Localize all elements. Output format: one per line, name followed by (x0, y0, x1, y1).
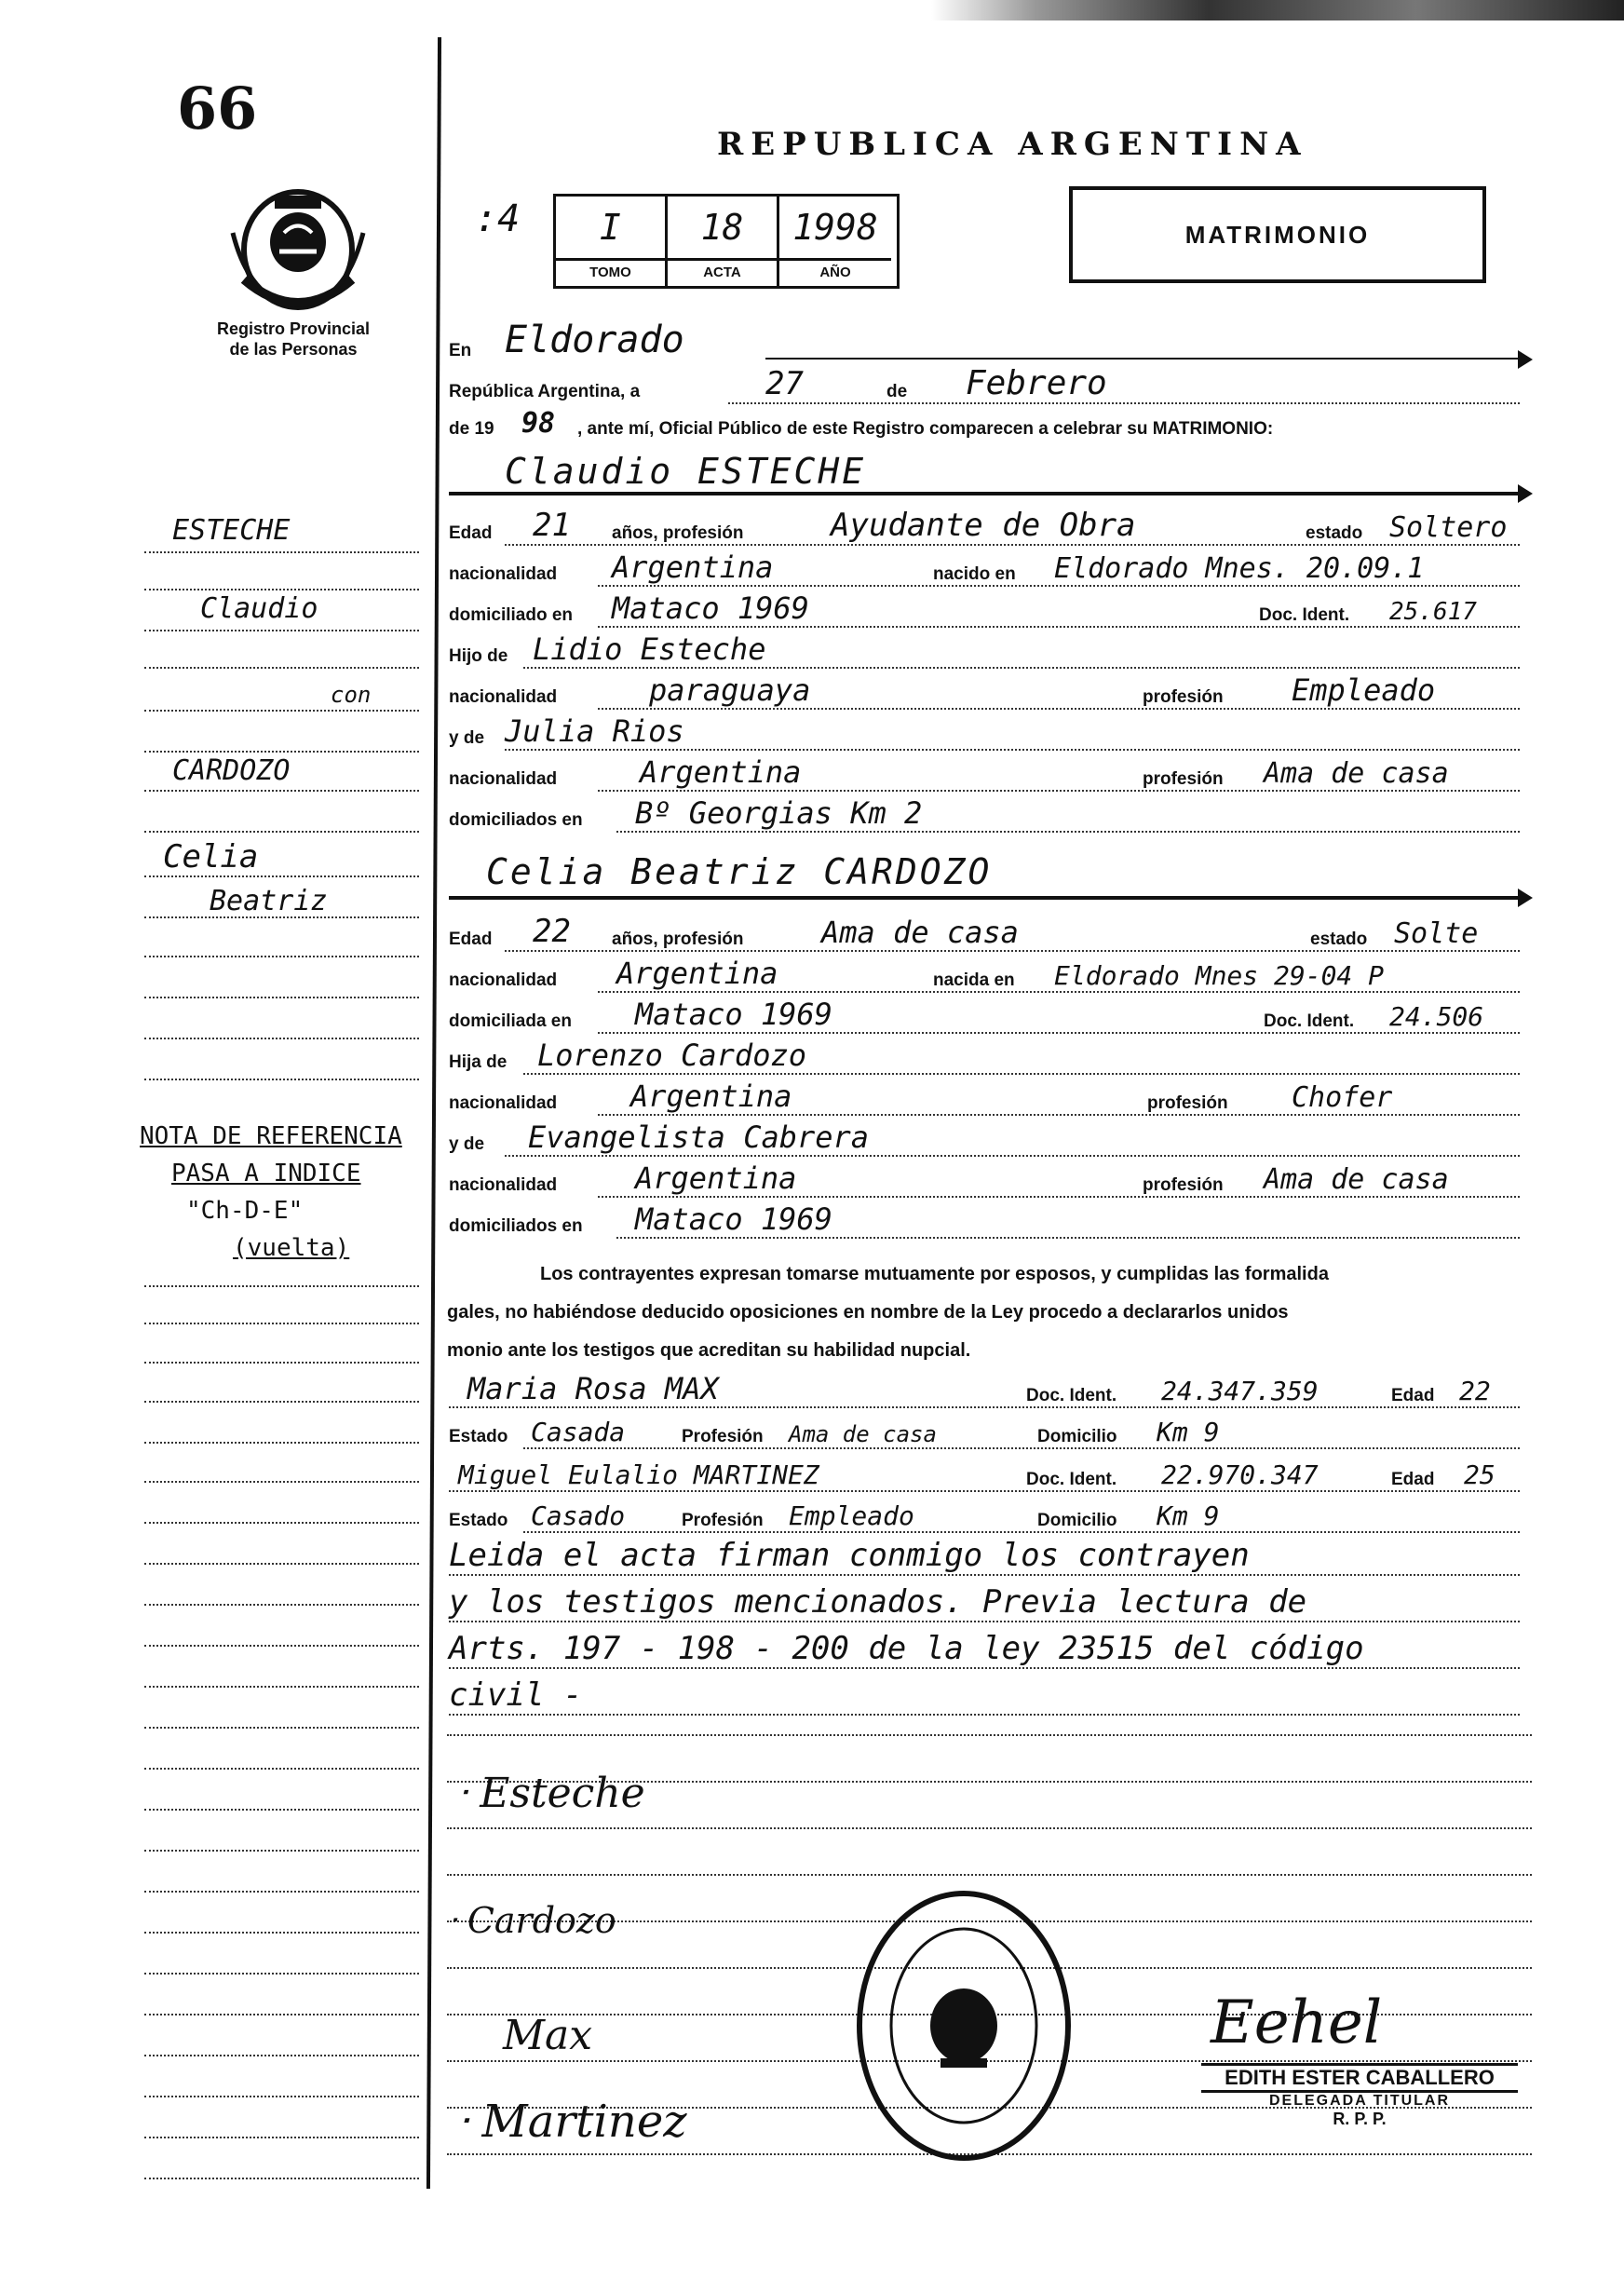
blank-line (447, 1734, 1532, 1736)
margin-line (144, 1079, 419, 1080)
groom-name-row (449, 451, 1529, 495)
corner-mark: :4 (475, 197, 521, 240)
tomo-value: I (600, 207, 621, 248)
margin-line (144, 667, 419, 669)
bride-father-row: Hija de Lorenzo Cardozo (449, 1036, 1529, 1077)
groom-age-row: Edad 21 años, profesión Ayudante de Obra estado Soltero (449, 507, 1529, 548)
margin-line (144, 1809, 419, 1811)
margin-line (144, 916, 419, 918)
margin-name-groom: Claudio (200, 592, 318, 625)
margin-line (144, 1891, 419, 1893)
country-title: REPUBLICA ARGENTINA (717, 126, 1308, 163)
margin-line (144, 997, 419, 998)
margin-reference-note: NOTA DE REFERENCIA PASA A INDICE "Ch-D-E" (vuelta) (140, 1122, 402, 1262)
bride-father-nat-row: nacionalidad Argentina profesión Chofer (449, 1077, 1529, 1118)
signer-block (1201, 2063, 1518, 2129)
margin-line (144, 790, 419, 792)
margin-line (144, 831, 419, 833)
margin-line (144, 1727, 419, 1729)
groom-nationality-row: nacionalidad Argentina nacido en Eldorado Mnes. 20.09.1 (449, 548, 1529, 589)
registry-label: Registro Provincial de las Personas (216, 319, 371, 359)
witness2-detail-row: Estado Casado Profesión Empleado Domicilio Km 9 (449, 1494, 1529, 1535)
signature-groom: ᐧ Esteche (456, 1770, 645, 1817)
margin-name2-bride: Beatriz (210, 885, 328, 917)
signature-witness1: Max (503, 2012, 593, 2059)
margin-line (144, 875, 419, 877)
margin-line (144, 1038, 419, 1039)
margin-line (144, 2137, 419, 2138)
groom-name: Claudio ESTECHE (505, 451, 867, 492)
act-type-box: MATRIMONIO (1069, 186, 1486, 283)
margin-line (144, 2096, 419, 2097)
tomo-label: TOMO (556, 258, 665, 283)
year-value: 98 (521, 407, 556, 440)
ano-label: AÑO (779, 258, 891, 283)
margin-line (144, 956, 419, 957)
registry-stamp-icon (852, 1886, 1076, 2165)
ano-value: 1998 (792, 207, 878, 248)
intro-date-row: República Argentina, a 27 de Febrero (449, 365, 1529, 406)
bride-nationality-row: nacionalidad Argentina nacida en Eldorado Mnes 29-04 P (449, 954, 1529, 995)
closing-line-3: Arts. 197 - 198 - 200 de la ley 23515 del código (449, 1630, 1529, 1671)
scan-artifact (931, 0, 1624, 20)
bride-name-row (449, 851, 1529, 896)
margin-line (144, 2055, 419, 2056)
intro-place-row: En Eldorado (449, 324, 1529, 365)
margin-line (144, 751, 419, 753)
margin-line (144, 1563, 419, 1565)
signature-official: Eehel (1211, 1988, 1383, 2057)
margin-line (144, 589, 419, 590)
margin-con: con (331, 682, 372, 708)
margin-line (144, 1481, 419, 1483)
witness1-detail-row: Estado Casada Profesión Ama de casa Domicilio Km 9 (449, 1410, 1529, 1451)
signature-witness2: ᐧ Martinez (456, 2096, 687, 2148)
coat-of-arms-icon (223, 177, 372, 317)
bride-domicile-row: domiciliada en Mataco 1969 Doc. Ident. 24.506 (449, 995, 1529, 1036)
tomo-acta-box (553, 194, 900, 289)
margin-line (144, 630, 419, 631)
margin-line (144, 1442, 419, 1444)
margin-surname-groom: ESTECHE (172, 514, 291, 547)
witness2-name-row: Miguel Eulalio MARTINEZ Doc. Ident. 22.970.347 Edad 25 (449, 1453, 1529, 1494)
bride-parents-domicile-row: domiciliados en Mataco 1969 (449, 1200, 1529, 1241)
place-value: Eldorado (505, 319, 684, 361)
groom-mother-nat-row: nacionalidad Argentina profesión Ama de casa (449, 753, 1529, 794)
margin-name-bride: Celia (163, 838, 259, 875)
closing-line-4: civil - (449, 1676, 1529, 1717)
margin-line (144, 1362, 419, 1364)
margin-divider (426, 37, 441, 2189)
margin-line (144, 1401, 419, 1403)
margin-line (144, 1522, 419, 1524)
margin-line (144, 1285, 419, 1287)
margin-line (144, 1850, 419, 1852)
day-value: 27 (765, 365, 804, 402)
declaration-text: Los contrayentes expresan tomarse mutuamente por esposos, y cumplidas las formalida gales, no habiéndose deducido oposiciones en nombre de la Ley procedo a declararlos unidos monio ante los testigos que acreditan su habilidad nupcial. (447, 1264, 1329, 1361)
acta-value: 18 (700, 207, 744, 248)
margin-line (144, 551, 419, 553)
signer-title: DELEGADA TITULAR (1268, 2093, 1451, 2109)
margin-line (144, 2178, 419, 2179)
witness1-name-row: Maria Rosa MAX Doc. Ident. 24.347.359 Edad 22 (449, 1369, 1529, 1410)
bride-name: Celia Beatriz CARDOZO (486, 851, 993, 892)
bride-mother-row: y de Evangelista Cabrera (449, 1118, 1529, 1159)
groom-domicile-row: domiciliado en Mataco 1969 Doc. Ident. 25.617 (449, 589, 1529, 630)
margin-line (144, 1686, 419, 1688)
margin-line (144, 1768, 419, 1770)
signature-bride: ᐧ Cardozo (447, 1900, 616, 1941)
margin-line (144, 1323, 419, 1324)
margin-line (144, 710, 419, 712)
intro-year-row: de 19 98 , ante mí, Oficial Público de este Registro comparecen a celebrar su MATRIMONIO: (449, 407, 1274, 440)
month-value: Febrero (966, 364, 1107, 402)
margin-surname-bride: CARDOZO (172, 754, 291, 787)
signer-org: R. P. P. (1333, 2110, 1387, 2128)
margin-line (144, 2014, 419, 2015)
margin-line (144, 1932, 419, 1934)
bride-mother-nat-row: nacionalidad Argentina profesión Ama de casa (449, 1159, 1529, 1200)
closing-line-2: y los testigos mencionados. Previa lectura de (449, 1583, 1529, 1624)
margin-line (144, 1973, 419, 1975)
bride-age-row: Edad 22 años, profesión Ama de casa estado Solte (449, 913, 1529, 954)
groom-father-row: Hijo de Lidio Esteche (449, 630, 1529, 671)
blank-line (447, 1874, 1532, 1876)
groom-parents-domicile-row: domiciliados en Bº Georgias Km 2 (449, 794, 1529, 835)
margin-line (144, 1645, 419, 1647)
groom-mother-row: y de Julia Rios (449, 712, 1529, 753)
acta-label: ACTA (668, 258, 777, 283)
page-number: 66 (177, 75, 258, 142)
blank-line (447, 1827, 1532, 1829)
margin-line (144, 1604, 419, 1606)
closing-line-1: Leida el acta firman conmigo los contrayen (449, 1537, 1529, 1578)
signer-name: EDITH ESTER CABALLERO (1201, 2063, 1518, 2093)
groom-father-nat-row: nacionalidad paraguaya profesión Empleado (449, 671, 1529, 712)
